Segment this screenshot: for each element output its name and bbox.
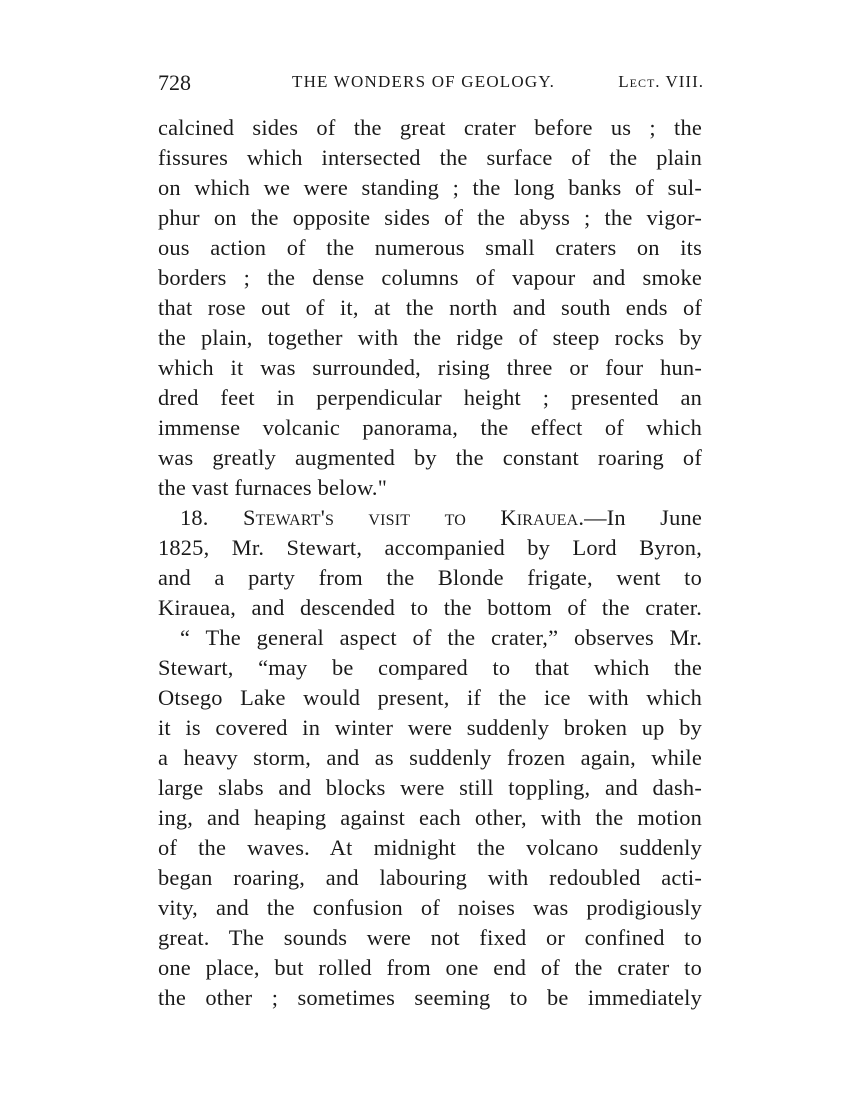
text-line: began roaring, and labouring with redoubled acti- (158, 865, 702, 890)
body-text (158, 113, 702, 1013)
text-line: the other ; sometimes seeming to be immediately (158, 985, 702, 1010)
text-line: on which we were standing ; the long banks of sul- (158, 175, 702, 200)
text-line: Stewart, “may be compared to that which the (158, 655, 702, 680)
text-line: phur on the opposite sides of the abyss ; the vigor- (158, 205, 702, 230)
text-line: 1825, Mr. Stewart, accompanied by Lord Byron, (158, 535, 702, 560)
text-line: great. The sounds were not fixed or confined to (158, 925, 702, 950)
text-line: a heavy storm, and as suddenly frozen again, while (158, 745, 702, 770)
text-line: which it was surrounded, rising three or four hun- (158, 355, 702, 380)
text-line: fissures which intersected the surface of the plain (158, 145, 702, 170)
text-line: one place, but rolled from one end of the crater to (158, 955, 702, 980)
text-line: the plain, together with the ridge of steep rocks by (158, 325, 702, 350)
text-line: the vast furnaces below." (158, 475, 388, 500)
text-line: large slabs and blocks were still toppling, and dash- (158, 775, 702, 800)
section-dash: — (584, 505, 607, 530)
running-head (158, 66, 704, 100)
text-line: vity, and the confusion of noises was prodigiously (158, 895, 702, 920)
section-heading-line (158, 503, 702, 533)
text-line: Kirauea, and descended to the bottom of the crater. (158, 595, 702, 620)
text-line: of the waves. At midnight the volcano suddenly (158, 835, 702, 860)
text-line: was greatly augmented by the constant roaring of (158, 445, 702, 470)
text-line: that rose out of it, at the north and south ends of (158, 295, 702, 320)
text-line: dred feet in perpendicular height ; presented an (158, 385, 702, 410)
text-line: and a party from the Blonde frigate, went to (158, 565, 702, 590)
page-number: 728 (158, 70, 191, 95)
section-number: 18. (180, 505, 209, 530)
running-lecture: Lect. VIII. (618, 72, 704, 91)
text-line: borders ; the dense columns of vapour and smoke (158, 265, 702, 290)
section-heading: Stewart's visit to Kirauea. (242, 505, 585, 530)
text-line: “ The general aspect of the crater,” observes Mr. (180, 625, 702, 650)
text-line: it is covered in winter were suddenly broken up by (158, 715, 702, 740)
text-line: immense volcanic panorama, the effect of which (158, 415, 702, 440)
text-line: ing, and heaping against each other, with the motion (158, 805, 702, 830)
text-line: Otsego Lake would present, if the ice with which (158, 685, 702, 710)
text-line: calcined sides of the great crater before us ; the (158, 115, 702, 140)
running-title: THE WONDERS OF GEOLOGY. (292, 72, 556, 91)
text-fragment: In June (606, 505, 702, 530)
text-line: ous action of the numerous small craters on its (158, 235, 702, 260)
